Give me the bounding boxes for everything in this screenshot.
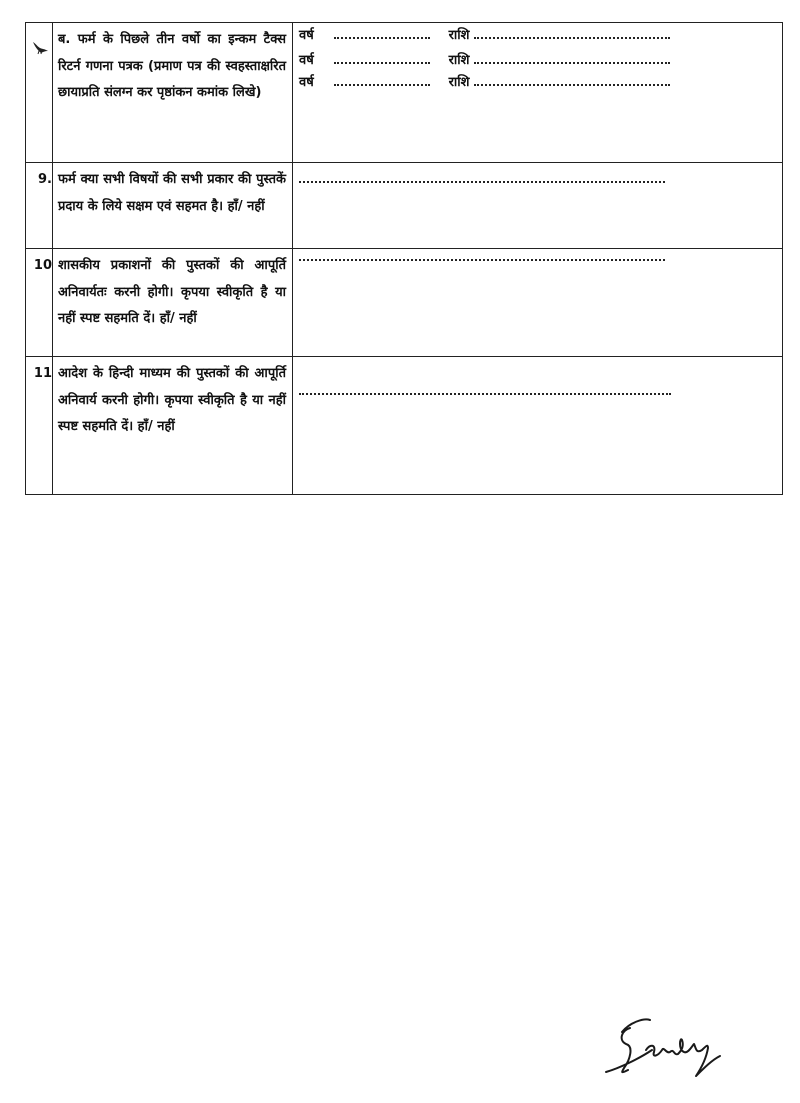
question-text: शासकीय प्रकाशनों की पुस्तकों की आपूर्ति अनिवार्यतः करनी होगी। कृपया स्वीकृति है या नहीं स्पष्ट सहमति दें। हाँ/ नहीं bbox=[58, 258, 286, 326]
answer-cell bbox=[293, 23, 783, 163]
answer-field[interactable] bbox=[299, 167, 665, 183]
row-number-cell bbox=[26, 249, 53, 357]
answer-field[interactable] bbox=[299, 379, 671, 395]
amount-field[interactable] bbox=[474, 70, 670, 86]
row-number: 10 bbox=[33, 258, 52, 273]
form-table bbox=[25, 22, 783, 495]
amount-field[interactable] bbox=[474, 23, 670, 39]
bird-icon bbox=[32, 39, 50, 55]
year-label: वर्ष bbox=[299, 52, 314, 68]
table-row bbox=[26, 249, 783, 357]
question-text: फर्म क्या सभी विषयों की सभी प्रकार की पुस्तकें प्रदाय के लिये सक्षम एवं सहमत है। हाँ/ नहीं bbox=[58, 172, 286, 214]
answer-cell bbox=[293, 163, 783, 249]
amount-label: राशि bbox=[448, 75, 470, 90]
question-cell bbox=[53, 357, 293, 495]
year-amount-line bbox=[299, 70, 782, 97]
year-label: वर्ष bbox=[299, 28, 314, 43]
answer-field[interactable] bbox=[299, 245, 665, 261]
answer-cell bbox=[293, 249, 783, 357]
answer-cell bbox=[293, 357, 783, 495]
amount-label: राशि bbox=[448, 28, 470, 43]
question-cell bbox=[53, 163, 293, 249]
row-number bbox=[26, 23, 52, 27]
year-label: वर्ष bbox=[299, 75, 314, 90]
row-number: 9. bbox=[38, 172, 52, 187]
table-row bbox=[26, 23, 783, 163]
amount-field[interactable] bbox=[474, 48, 670, 64]
question-text: ब. फर्म के पिछले तीन वर्षो का इन्कम टैक्स रिटर्न गणना पत्रक (प्रमाण पत्र की स्वहस्ताक्षरित छायाप्रति संलग्न कर पृष्ठांकन कमांक लिखे) bbox=[58, 32, 286, 100]
year-field[interactable] bbox=[334, 70, 430, 86]
row-number-cell bbox=[26, 23, 53, 163]
row-number-cell bbox=[26, 163, 53, 249]
year-amount-line bbox=[299, 23, 782, 50]
handwritten-signature bbox=[600, 1010, 730, 1080]
question-text: आदेश के हिन्दी माध्यम की पुस्तकों की आपूर्ति अनिवार्य करनी होगी। कृपया स्वीकृति है या नहीं स्पष्ट सहमति दें। हाँ/ नहीं bbox=[58, 366, 286, 434]
row-number: 11 bbox=[33, 366, 52, 381]
year-field[interactable] bbox=[334, 48, 430, 64]
table-row bbox=[26, 163, 783, 249]
table-row bbox=[26, 357, 783, 495]
question-cell bbox=[53, 23, 293, 163]
year-field[interactable] bbox=[334, 23, 430, 39]
row-number-cell bbox=[26, 357, 53, 495]
amount-label: राशि bbox=[448, 52, 470, 68]
question-cell bbox=[53, 249, 293, 357]
